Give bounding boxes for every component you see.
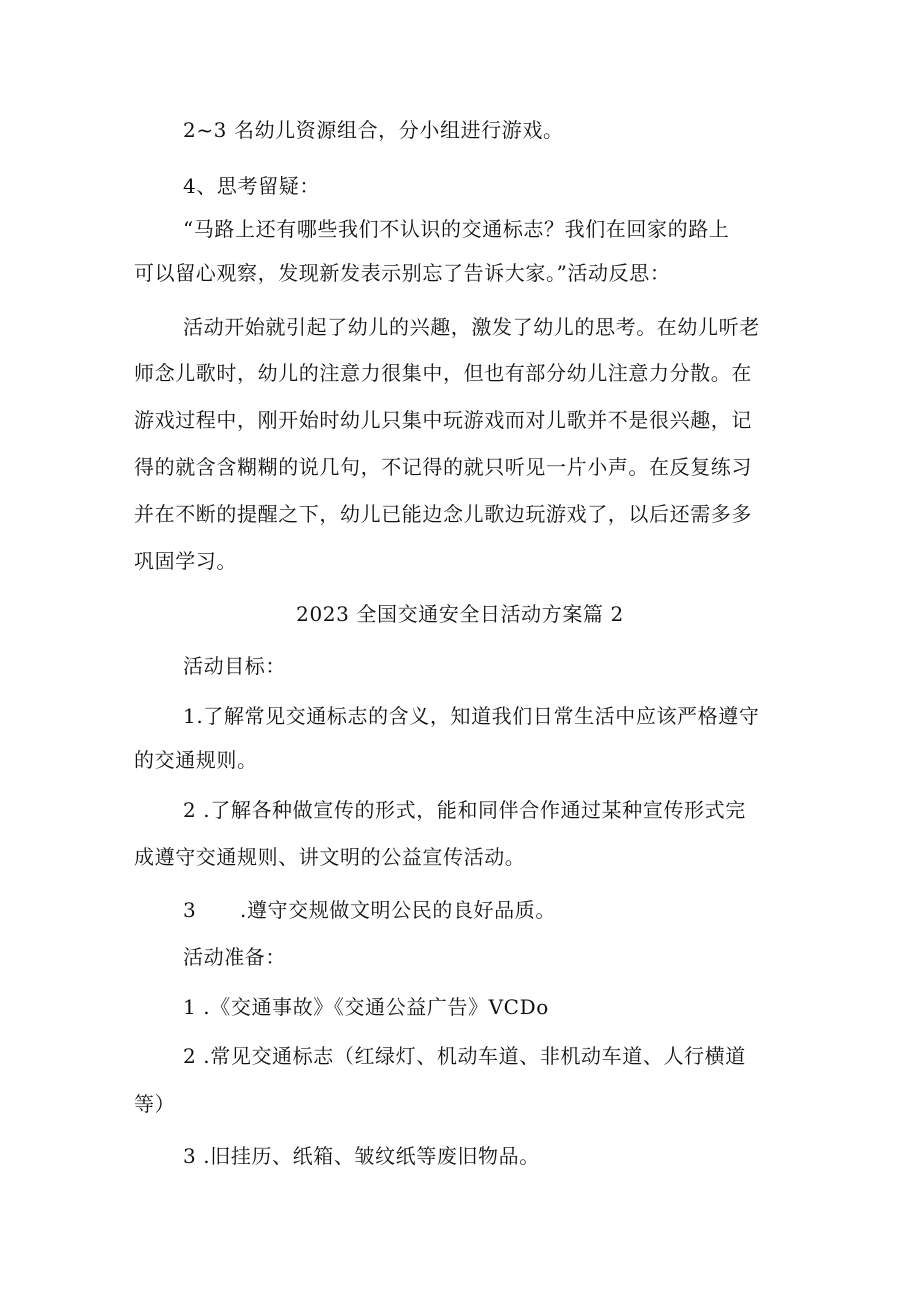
- prep-item-2-line-1: 2 .常见交通标志（红绿灯、机动车道、非机动车道、人行横道: [183, 1044, 746, 1068]
- prep-label: 活动准备：: [183, 945, 286, 969]
- reflection-line: 巩固学习。: [134, 549, 237, 573]
- goal-3-text: .遵守交规做文明公民的良好品质。: [240, 898, 556, 922]
- section-title: 2023 全国交通安全日活动方案篇 2: [296, 602, 624, 626]
- reflection-line: 并在不断的提醒之下，幼儿已能边念儿歌边玩游戏了，以后还需多多: [134, 502, 752, 526]
- quote-line-1: “马路上还有哪些我们不认识的交通标志？我们在回家的路上: [183, 217, 730, 241]
- goal-1-line-2: 的交通规则。: [134, 748, 258, 772]
- prep-item-2-line-2: 等）: [134, 1092, 176, 1116]
- goal-2-line-1: 2 .了解各种做宣传的形式，能和同伴合作通过某种宣传形式完: [183, 798, 746, 822]
- reflection-line: 活动开始就引起了幼儿的兴趣，激发了幼儿的思考。在幼儿听老: [183, 315, 760, 339]
- step4-title: 4、思考留疑：: [183, 174, 320, 198]
- prep-item-3: 3 .旧挂历、纸箱、皱纹纸等废旧物品。: [183, 1144, 540, 1168]
- reflection-line: 得的就含含糊糊的说几句，不记得的就只听见一片小声。在反复练习: [134, 455, 752, 479]
- reflection-line: 师念儿歌时，幼儿的注意力很集中，但也有部分幼儿注意力分散。在: [134, 361, 752, 385]
- goal-1-line-1: 1.了解常见交通标志的含义，知道我们日常生活中应该严格遵守: [183, 704, 760, 728]
- reflection-line: 游戏过程中，刚开始时幼儿只集中玩游戏而对儿歌并不是很兴趣，记: [134, 408, 752, 432]
- goal-3-number: 3: [183, 898, 197, 922]
- group-instruction: 2~3 名幼儿资源组合，分小组进行游戏。: [183, 118, 564, 142]
- goal-2-line-2: 成遵守交通规则、讲文明的公益宣传活动。: [134, 845, 526, 869]
- quote-line-2: 可以留心观察，发现新发表示别忘了告诉大家。”活动反思：: [134, 261, 671, 285]
- goals-label: 活动目标：: [183, 654, 286, 678]
- prep-item-1: 1 .《交通事故》《交通公益广告》VCDo: [183, 995, 549, 1019]
